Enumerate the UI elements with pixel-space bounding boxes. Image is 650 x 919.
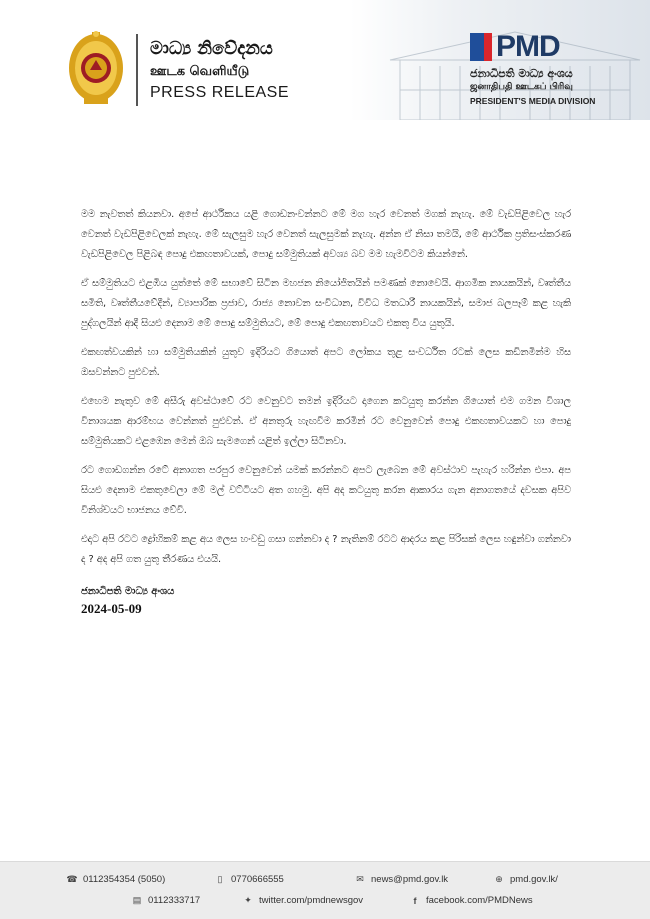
press-release-body xyxy=(81,205,571,579)
pmd-name-english: PRESIDENT'S MEDIA DIVISION xyxy=(470,96,596,106)
paragraph: මම නැවතත් කියනවා. අපේ ආර්ථිකය යළි ගොඩනංවන්නට මේ මග හැර වෙනත් මගක් නැහැ. මේ වැඩපිළිවෙල හැර වෙනත් වැඩපිළිවෙලක් නැහැ. මේ සැලසුම හැර වෙනත් සැලසුමක් නැහැ. අන්න ඒ නිසා තමයි, මේ ආර්ථික ප්‍රතිසංස්කරණ වැඩපිළිවෙල පිළිබඳ පොදු එකඟතාවයක්, පොදු සම්මුතියක් අවශ්‍ය බව මම හැමවිටම කියන්නේ. xyxy=(81,209,571,260)
fax-icon: ▤ xyxy=(132,895,142,905)
footer-fax-text[interactable]: 0112333717 xyxy=(148,895,201,906)
footer-website xyxy=(493,874,558,885)
twitter-icon: ✦ xyxy=(244,895,252,905)
contact-footer xyxy=(0,861,650,919)
email-icon: ✉ xyxy=(356,874,364,884)
footer-mobile xyxy=(214,874,284,885)
pmd-name-tamil: ஜனாதிபதி ஊடகப் பிரிவு xyxy=(470,82,573,92)
mobile-phone-icon: ▯ xyxy=(217,874,223,884)
signature-organization: ජනාධිපති මාධ්‍ය අංශය xyxy=(81,586,175,597)
pmd-logo xyxy=(470,31,560,63)
footer-mobile-text[interactable]: 0770666555 xyxy=(231,874,284,885)
header xyxy=(0,0,650,120)
press-release-title-tamil: ஊடக வெளியீடு xyxy=(150,64,250,79)
paragraph: එකඟත්වයකින් හා සම්මුතියකින් යුතුව ඉදිරියට ගියොත් අපට ලෝකය තුළ සංවර්ධිත රටක් ලෙස කඩිනමින්ම හිස ඔසවන්නට පුළුවන්. xyxy=(81,347,571,378)
press-release-title-english: PRESS RELEASE xyxy=(150,84,289,101)
paragraph: එදාට අපි රටට ද්‍රෝහිකම් කළ අය ලෙස හංවඩු ගසා ගන්නවා ද ? නැතිනම් රටට ආදරය කළ පිරිසක් ලෙස හඳුන්වා ගන්නවා ද ? අද අපි ගත යුතු තීරණය එයයි. xyxy=(81,534,571,565)
paragraph: රට ගොඩගන්න රටේ අනාගත පරපුර වෙනුවෙන් යමක් කරන්නට අපට ලැබෙන මේ අවස්ථාව පැහැර හරින්න එපා. අප සියළු දෙනාම එකතුවෙලා මේ මල් වට්ටියට අත ගහමු. අපි අද කටයුතු කරන ආකාරය ගැන අනාගතයේ දවසක අපිව විනිශ්චයට භාජනය වේවි. xyxy=(81,465,571,516)
footer-fax xyxy=(131,895,200,906)
release-date: 2024-05-09 xyxy=(81,601,142,616)
footer-twitter-text[interactable]: twitter.com/pmdnewsgov xyxy=(259,895,364,906)
footer-twitter xyxy=(242,895,363,906)
header-divider xyxy=(136,34,138,106)
footer-email-text[interactable]: news@pmd.gov.lk xyxy=(371,874,449,885)
paragraph: එහෙම නැතුව මේ අසීරු අවස්ථාවේ රට වෙනුවට තමන් ඉදිරියට දාගෙන කටයුතු කරන්න ගියොත් එම ගමන විශාල විනාශයක ආරම්භය වෙන්නත් පුළුවන්. ඒ අනතුරු හැඟවීම කරමින් රට වෙනුවෙන් පොදු එකඟතාවයකට හා පොදු සම්මුතියකට එළඹෙන මෙන් ඔබ සැමගෙන් යළිත් ඉල්ලා සිටිනවා. xyxy=(81,396,571,447)
pmd-logo-text: PMD xyxy=(496,30,560,63)
paragraph: ඒ සම්මුතියට එළඹිය යුත්තේ මේ සභාවේ සිටින මහජන නියෝජිතයින් පමණක් නොවෙයි. ආගමික නායකයින්, වෘත්තීය සමිති, වෘත්තීයවේදීන්, ව්‍යාපාරික ප්‍රජාව, රාජ්‍ය නොවන සංවිධාන, විවිධ මතධාරී නායකයින්, සමාජ බලපෑම් කළ හැකි පුද්ගලයින් ආදී සියළු දෙනාම මේ පොදු සම්මුතියට, මේ පොදු එකඟතාවයට එකතු විය යුතුයි. xyxy=(81,278,571,329)
footer-facebook xyxy=(409,895,533,906)
press-release-title-sinhala: මාධ්‍ය නිවේදනය xyxy=(150,38,273,59)
pmd-logo-icon xyxy=(470,33,492,61)
facebook-icon: f xyxy=(413,895,417,906)
globe-icon: ⊕ xyxy=(495,874,503,884)
footer-email xyxy=(354,874,448,885)
footer-phone-text[interactable]: 0112354354 (5050) xyxy=(83,874,166,885)
footer-facebook-text[interactable]: facebook.com/PMDNews xyxy=(426,895,533,906)
footer-website-text[interactable]: pmd.gov.lk/ xyxy=(510,874,558,885)
phone-icon: ☎ xyxy=(66,874,78,884)
pmd-name-sinhala: ජනාධිපති මාධ්‍ය අංශය xyxy=(470,67,573,80)
sri-lanka-emblem-icon xyxy=(66,30,126,108)
footer-phone xyxy=(66,874,165,885)
